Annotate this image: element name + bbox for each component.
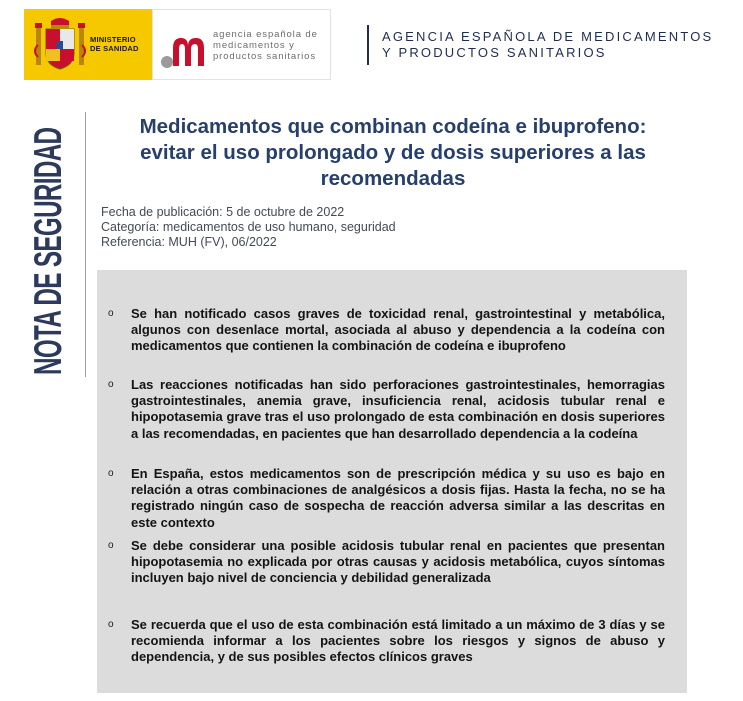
aemps-logo-icon bbox=[159, 32, 211, 70]
ministry-logo bbox=[24, 9, 152, 80]
coat-of-arms-icon bbox=[34, 17, 86, 73]
side-divider bbox=[85, 112, 86, 377]
bullet-marker: o bbox=[108, 468, 114, 479]
category: Categoría: medicamentos de uso humano, seguridad bbox=[101, 220, 396, 234]
page-title: Medicamentos que combinan codeína e ibuprofeno: evitar el uso prolongado y de dosis superiores a las recomendadas bbox=[139, 115, 647, 190]
bullet-marker: o bbox=[108, 308, 114, 319]
reference: Referencia: MUH (FV), 06/2022 bbox=[101, 235, 277, 249]
bullet-marker: o bbox=[108, 540, 114, 551]
key-points-box: o Se han notificado casos graves de toxicidad renal, gastrointestinal y metabólica, algunos con desenlace mortal, asociada al abuso y dependencia a la codeína con medicamentos que contienen la combinación de codeína e ibuprofeno o Las reacciones notificadas han sido perforaciones gastrointestinales, hemorragias gastrointestinales, anemia grave, insuficiencia renal, acidosis tubular renal e hipopotasemia grave tras el uso prolongado de esta combinación en dosis superiores a las recomendadas, en pacientes que han desarrollado dependencia a la codeína o En España, estos medicamentos son de prescripción médica y su uso es bajo en relación a otras combinaciones de analgésicos a dosis fijas. Hasta la fecha, no se ha registrado ningún caso de sospecha de reacción adversa similar a las descritas en este contexto o Se debe considerar una posible acidosis tubular renal en pacientes que presentan hipopotasemia no explicada por otras causas y acidosis metabólica, cuyos síntomas incluyen bajo nivel de conciencia y debilidad generalizada o Se recuerda que el uso de esta combinación está limitado a un máximo de 3 días y se recomienda informar a los pacientes sobre los riesgos y signos de abuso y dependencia, y de sus posibles efectos clínicos graves bbox=[97, 270, 687, 693]
ministry-label: MINISTERIO DE SANIDAD bbox=[90, 35, 139, 53]
side-label: NOTA DE SEGURIDAD bbox=[27, 127, 70, 375]
header-divider bbox=[367, 25, 369, 65]
document-metadata bbox=[101, 205, 396, 250]
aemps-logo bbox=[152, 9, 331, 80]
bullet-marker: o bbox=[108, 379, 114, 390]
bullet-marker: o bbox=[108, 619, 114, 630]
publication-date: Fecha de publicación: 5 de octubre de 2022 bbox=[101, 205, 345, 219]
aemps-logo-text: agencia española de medicamentos y productos sanitarios bbox=[213, 29, 318, 62]
agency-name: AGENCIA ESPAÑOLA DE MEDICAMENTOS Y PRODUCTOS SANITARIOS bbox=[382, 29, 714, 60]
